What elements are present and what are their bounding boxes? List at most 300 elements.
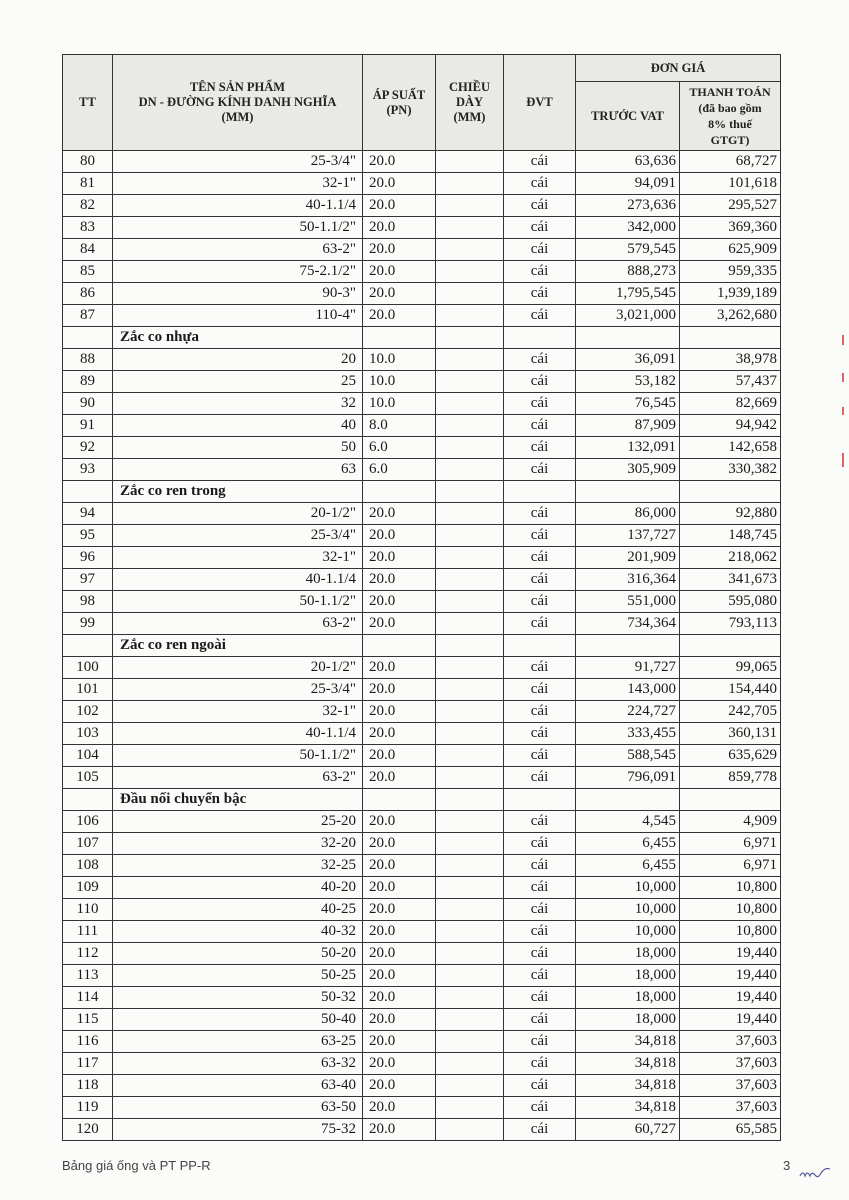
cell-unit: cái <box>504 151 576 173</box>
cell-tt: 105 <box>63 767 113 789</box>
cell-pressure: 20.0 <box>363 547 436 569</box>
section-cell-pay <box>680 635 781 657</box>
table-row <box>63 855 781 877</box>
cell-pre-vat: 1,795,545 <box>576 283 680 305</box>
cell-payment: 242,705 <box>680 701 781 723</box>
cell-pressure: 20.0 <box>363 525 436 547</box>
cell-thickness <box>436 305 504 327</box>
cell-thickness <box>436 547 504 569</box>
cell-product-name: 63-40 <box>113 1075 363 1097</box>
cell-tt: 113 <box>63 965 113 987</box>
cell-tt: 97 <box>63 569 113 591</box>
table-row <box>63 943 781 965</box>
cell-product-name: 50-1.1/2" <box>113 745 363 767</box>
cell-pre-vat: 94,091 <box>576 173 680 195</box>
price-table-container <box>62 54 780 1141</box>
cell-unit: cái <box>504 1009 576 1031</box>
cell-pressure: 10.0 <box>363 349 436 371</box>
cell-pressure: 20.0 <box>363 1119 436 1141</box>
cell-product-name: 50 <box>113 437 363 459</box>
cell-product-name: 32-1" <box>113 701 363 723</box>
cell-product-name: 63-32 <box>113 1053 363 1075</box>
cell-thickness <box>436 679 504 701</box>
cell-pressure: 20.0 <box>363 855 436 877</box>
cell-payment: 37,603 <box>680 1097 781 1119</box>
table-row <box>63 195 781 217</box>
cell-product-name: 63-25 <box>113 1031 363 1053</box>
cell-tt: 83 <box>63 217 113 239</box>
table-row <box>63 173 781 195</box>
section-cell-unit <box>504 789 576 811</box>
cell-unit: cái <box>504 415 576 437</box>
cell-thickness <box>436 899 504 921</box>
cell-pre-vat: 34,818 <box>576 1031 680 1053</box>
cell-payment: 154,440 <box>680 679 781 701</box>
cell-unit: cái <box>504 1075 576 1097</box>
cell-pre-vat: 333,455 <box>576 723 680 745</box>
cell-product-name: 63-50 <box>113 1097 363 1119</box>
header-pre-vat: TRƯỚC VAT <box>576 82 680 151</box>
section-row <box>63 481 781 503</box>
cell-unit: cái <box>504 613 576 635</box>
cell-payment: 82,669 <box>680 393 781 415</box>
cell-pressure: 20.0 <box>363 591 436 613</box>
section-cell-pay <box>680 481 781 503</box>
section-title: Đầu nối chuyển bậc <box>113 789 363 811</box>
cell-pre-vat: 18,000 <box>576 943 680 965</box>
section-cell-tt <box>63 635 113 657</box>
cell-tt: 106 <box>63 811 113 833</box>
cell-thickness <box>436 173 504 195</box>
cell-pre-vat: 87,909 <box>576 415 680 437</box>
cell-thickness <box>436 239 504 261</box>
cell-pressure: 20.0 <box>363 723 436 745</box>
cell-product-name: 63-2" <box>113 239 363 261</box>
section-cell-thickness <box>436 327 504 349</box>
table-header <box>63 55 781 151</box>
cell-thickness <box>436 657 504 679</box>
cell-pre-vat: 91,727 <box>576 657 680 679</box>
cell-unit: cái <box>504 679 576 701</box>
cell-payment: 19,440 <box>680 1009 781 1031</box>
table-row <box>63 1009 781 1031</box>
cell-payment: 218,062 <box>680 547 781 569</box>
cell-thickness <box>436 833 504 855</box>
cell-product-name: 40-32 <box>113 921 363 943</box>
cell-tt: 84 <box>63 239 113 261</box>
cell-payment: 330,382 <box>680 459 781 481</box>
cell-payment: 3,262,680 <box>680 305 781 327</box>
cell-pressure: 20.0 <box>363 833 436 855</box>
cell-product-name: 32 <box>113 393 363 415</box>
cell-payment: 360,131 <box>680 723 781 745</box>
cell-product-name: 90-3" <box>113 283 363 305</box>
cell-payment: 57,437 <box>680 371 781 393</box>
table-row <box>63 547 781 569</box>
cell-pressure: 20.0 <box>363 305 436 327</box>
cell-thickness <box>436 415 504 437</box>
cell-unit: cái <box>504 855 576 877</box>
table-row <box>63 349 781 371</box>
cell-thickness <box>436 1009 504 1031</box>
cell-payment: 1,939,189 <box>680 283 781 305</box>
cell-tt: 90 <box>63 393 113 415</box>
price-table <box>62 54 781 1141</box>
footer-title: Bảng giá ống và PT PP-R <box>62 1158 211 1173</box>
cell-pre-vat: 10,000 <box>576 921 680 943</box>
page-number: 3 <box>783 1158 791 1173</box>
cell-product-name: 40-1.1/4 <box>113 195 363 217</box>
cell-pressure: 20.0 <box>363 239 436 261</box>
cell-unit: cái <box>504 459 576 481</box>
section-cell-pre <box>576 635 680 657</box>
cell-payment: 10,800 <box>680 877 781 899</box>
cell-thickness <box>436 151 504 173</box>
cell-product-name: 50-20 <box>113 943 363 965</box>
cell-thickness <box>436 525 504 547</box>
cell-tt: 92 <box>63 437 113 459</box>
table-row <box>63 1097 781 1119</box>
cell-thickness <box>436 393 504 415</box>
cell-pressure: 20.0 <box>363 943 436 965</box>
cell-pre-vat: 6,455 <box>576 833 680 855</box>
cell-pre-vat: 36,091 <box>576 349 680 371</box>
cell-thickness <box>436 855 504 877</box>
cell-tt: 109 <box>63 877 113 899</box>
cell-unit: cái <box>504 239 576 261</box>
section-cell-pay <box>680 789 781 811</box>
cell-payment: 625,909 <box>680 239 781 261</box>
cell-product-name: 40-25 <box>113 899 363 921</box>
cell-thickness <box>436 459 504 481</box>
cell-product-name: 25-20 <box>113 811 363 833</box>
cell-pre-vat: 888,273 <box>576 261 680 283</box>
table-row <box>63 1075 781 1097</box>
table-body <box>63 151 781 1141</box>
table-row <box>63 393 781 415</box>
table-row <box>63 151 781 173</box>
cell-pressure: 20.0 <box>363 195 436 217</box>
cell-payment: 68,727 <box>680 151 781 173</box>
cell-pre-vat: 76,545 <box>576 393 680 415</box>
cell-tt: 98 <box>63 591 113 613</box>
cell-payment: 635,629 <box>680 745 781 767</box>
cell-unit: cái <box>504 943 576 965</box>
cell-unit: cái <box>504 1097 576 1119</box>
cell-pressure: 20.0 <box>363 503 436 525</box>
table-row <box>63 1119 781 1141</box>
cell-product-name: 32-25 <box>113 855 363 877</box>
cell-pressure: 20.0 <box>363 877 436 899</box>
cell-pre-vat: 18,000 <box>576 965 680 987</box>
cell-tt: 96 <box>63 547 113 569</box>
cell-tt: 118 <box>63 1075 113 1097</box>
section-cell-pn <box>363 481 436 503</box>
cell-product-name: 50-32 <box>113 987 363 1009</box>
cell-payment: 101,618 <box>680 173 781 195</box>
cell-tt: 101 <box>63 679 113 701</box>
cell-pre-vat: 10,000 <box>576 877 680 899</box>
cell-product-name: 20-1/2" <box>113 503 363 525</box>
cell-thickness <box>436 1075 504 1097</box>
cell-pressure: 6.0 <box>363 437 436 459</box>
cell-pressure: 20.0 <box>363 283 436 305</box>
header-pressure: ÁP SUẤT (PN) <box>363 55 436 151</box>
cell-tt: 110 <box>63 899 113 921</box>
section-cell-tt <box>63 327 113 349</box>
table-row <box>63 217 781 239</box>
cell-payment: 19,440 <box>680 943 781 965</box>
cell-thickness <box>436 195 504 217</box>
table-row <box>63 657 781 679</box>
cell-tt: 94 <box>63 503 113 525</box>
section-cell-pay <box>680 327 781 349</box>
cell-product-name: 110-4" <box>113 305 363 327</box>
cell-unit: cái <box>504 173 576 195</box>
cell-payment: 38,978 <box>680 349 781 371</box>
cell-pre-vat: 137,727 <box>576 525 680 547</box>
cell-pressure: 20.0 <box>363 151 436 173</box>
cell-product-name: 25-3/4" <box>113 679 363 701</box>
cell-pressure: 20.0 <box>363 1075 436 1097</box>
cell-thickness <box>436 591 504 613</box>
cell-thickness <box>436 283 504 305</box>
cell-thickness <box>436 943 504 965</box>
cell-product-name: 32-1" <box>113 173 363 195</box>
cell-tt: 117 <box>63 1053 113 1075</box>
table-row <box>63 833 781 855</box>
table-row <box>63 701 781 723</box>
cell-thickness <box>436 987 504 1009</box>
section-row <box>63 789 781 811</box>
header-unit: ĐVT <box>504 55 576 151</box>
cell-tt: 87 <box>63 305 113 327</box>
table-row <box>63 459 781 481</box>
cell-pressure: 20.0 <box>363 899 436 921</box>
cell-payment: 4,909 <box>680 811 781 833</box>
cell-pressure: 10.0 <box>363 393 436 415</box>
cell-product-name: 50-25 <box>113 965 363 987</box>
cell-tt: 91 <box>63 415 113 437</box>
header-product-name: TÊN SẢN PHẨM DN - ĐƯỜNG KÍNH DANH NGHĨA (MM) <box>113 55 363 151</box>
table-row <box>63 305 781 327</box>
cell-unit: cái <box>504 657 576 679</box>
cell-payment: 595,080 <box>680 591 781 613</box>
table-row <box>63 745 781 767</box>
cell-unit: cái <box>504 767 576 789</box>
cell-payment: 65,585 <box>680 1119 781 1141</box>
cell-pre-vat: 796,091 <box>576 767 680 789</box>
cell-pressure: 20.0 <box>363 745 436 767</box>
cell-unit: cái <box>504 1053 576 1075</box>
cell-pressure: 20.0 <box>363 679 436 701</box>
cell-payment: 369,360 <box>680 217 781 239</box>
cell-pre-vat: 18,000 <box>576 987 680 1009</box>
cell-unit: cái <box>504 371 576 393</box>
cell-unit: cái <box>504 987 576 1009</box>
cell-pressure: 20.0 <box>363 1031 436 1053</box>
cell-pre-vat: 10,000 <box>576 899 680 921</box>
cell-pre-vat: 3,021,000 <box>576 305 680 327</box>
cell-pre-vat: 551,000 <box>576 591 680 613</box>
cell-pre-vat: 224,727 <box>576 701 680 723</box>
cell-unit: cái <box>504 305 576 327</box>
table-row <box>63 371 781 393</box>
section-row <box>63 327 781 349</box>
cell-payment: 10,800 <box>680 899 781 921</box>
table-row <box>63 503 781 525</box>
cell-tt: 111 <box>63 921 113 943</box>
cell-tt: 82 <box>63 195 113 217</box>
cell-pressure: 20.0 <box>363 1097 436 1119</box>
cell-unit: cái <box>504 701 576 723</box>
cell-unit: cái <box>504 437 576 459</box>
cell-thickness <box>436 503 504 525</box>
table-row <box>63 613 781 635</box>
table-row <box>63 679 781 701</box>
cell-product-name: 25-3/4" <box>113 151 363 173</box>
cell-thickness <box>436 437 504 459</box>
header-unit-price: ĐƠN GIÁ <box>576 55 781 82</box>
table-row <box>63 877 781 899</box>
section-cell-pn <box>363 327 436 349</box>
cell-payment: 99,065 <box>680 657 781 679</box>
cell-tt: 86 <box>63 283 113 305</box>
cell-pre-vat: 342,000 <box>576 217 680 239</box>
cell-pre-vat: 316,364 <box>576 569 680 591</box>
cell-payment: 6,971 <box>680 855 781 877</box>
table-row <box>63 591 781 613</box>
section-cell-pn <box>363 635 436 657</box>
cell-unit: cái <box>504 195 576 217</box>
cell-unit: cái <box>504 833 576 855</box>
cell-thickness <box>436 965 504 987</box>
cell-unit: cái <box>504 261 576 283</box>
cell-payment: 19,440 <box>680 965 781 987</box>
cell-product-name: 75-32 <box>113 1119 363 1141</box>
cell-unit: cái <box>504 899 576 921</box>
cell-pressure: 20.0 <box>363 1053 436 1075</box>
cell-pre-vat: 60,727 <box>576 1119 680 1141</box>
table-row <box>63 1053 781 1075</box>
cell-pre-vat: 305,909 <box>576 459 680 481</box>
cell-thickness <box>436 723 504 745</box>
header-payment: THANH TOÁN (đã bao gồm 8% thuế GTGT) <box>680 82 781 151</box>
cell-tt: 116 <box>63 1031 113 1053</box>
cell-pre-vat: 132,091 <box>576 437 680 459</box>
section-cell-unit <box>504 635 576 657</box>
cell-pressure: 6.0 <box>363 459 436 481</box>
cell-thickness <box>436 767 504 789</box>
cell-product-name: 25-3/4" <box>113 525 363 547</box>
cell-tt: 107 <box>63 833 113 855</box>
cell-thickness <box>436 261 504 283</box>
cell-unit: cái <box>504 811 576 833</box>
cell-payment: 142,658 <box>680 437 781 459</box>
cell-unit: cái <box>504 591 576 613</box>
cell-pre-vat: 53,182 <box>576 371 680 393</box>
cell-pre-vat: 86,000 <box>576 503 680 525</box>
section-cell-thickness <box>436 481 504 503</box>
table-row <box>63 283 781 305</box>
cell-tt: 89 <box>63 371 113 393</box>
cell-product-name: 40-1.1/4 <box>113 569 363 591</box>
cell-pressure: 10.0 <box>363 371 436 393</box>
cell-thickness <box>436 569 504 591</box>
cell-tt: 99 <box>63 613 113 635</box>
cell-pressure: 20.0 <box>363 173 436 195</box>
cell-payment: 92,880 <box>680 503 781 525</box>
section-title: Zắc co ren ngoài <box>113 635 363 657</box>
section-title: Zắc co ren trong <box>113 481 363 503</box>
cell-tt: 115 <box>63 1009 113 1031</box>
section-cell-pre <box>576 327 680 349</box>
cell-thickness <box>436 613 504 635</box>
table-row <box>63 723 781 745</box>
table-row <box>63 437 781 459</box>
cell-unit: cái <box>504 1119 576 1141</box>
cell-thickness <box>436 1031 504 1053</box>
cell-tt: 93 <box>63 459 113 481</box>
section-title: Zắc co nhựa <box>113 327 363 349</box>
cell-tt: 85 <box>63 261 113 283</box>
cell-unit: cái <box>504 723 576 745</box>
cell-pre-vat: 143,000 <box>576 679 680 701</box>
cell-thickness <box>436 1053 504 1075</box>
cell-thickness <box>436 877 504 899</box>
table-row <box>63 261 781 283</box>
cell-payment: 10,800 <box>680 921 781 943</box>
cell-pressure: 20.0 <box>363 613 436 635</box>
table-row <box>63 767 781 789</box>
cell-pressure: 20.0 <box>363 767 436 789</box>
cell-payment: 295,527 <box>680 195 781 217</box>
cell-pre-vat: 734,364 <box>576 613 680 635</box>
cell-pre-vat: 34,818 <box>576 1075 680 1097</box>
cell-product-name: 32-1" <box>113 547 363 569</box>
cell-unit: cái <box>504 547 576 569</box>
cell-pre-vat: 273,636 <box>576 195 680 217</box>
cell-product-name: 32-20 <box>113 833 363 855</box>
cell-payment: 37,603 <box>680 1053 781 1075</box>
cell-tt: 100 <box>63 657 113 679</box>
cell-payment: 6,971 <box>680 833 781 855</box>
cell-pressure: 20.0 <box>363 217 436 239</box>
cell-payment: 341,673 <box>680 569 781 591</box>
cell-tt: 88 <box>63 349 113 371</box>
cell-unit: cái <box>504 1031 576 1053</box>
cell-unit: cái <box>504 745 576 767</box>
cell-payment: 859,778 <box>680 767 781 789</box>
handwritten-initials <box>798 1162 838 1184</box>
cell-product-name: 63-2" <box>113 767 363 789</box>
cell-unit: cái <box>504 569 576 591</box>
cell-tt: 120 <box>63 1119 113 1141</box>
table-row <box>63 525 781 547</box>
cell-tt: 104 <box>63 745 113 767</box>
table-row <box>63 965 781 987</box>
cell-product-name: 50-40 <box>113 1009 363 1031</box>
cell-tt: 95 <box>63 525 113 547</box>
section-cell-tt <box>63 789 113 811</box>
cell-pressure: 20.0 <box>363 701 436 723</box>
cell-unit: cái <box>504 525 576 547</box>
cell-pressure: 20.0 <box>363 261 436 283</box>
cell-unit: cái <box>504 393 576 415</box>
cell-unit: cái <box>504 921 576 943</box>
cell-payment: 793,113 <box>680 613 781 635</box>
cell-product-name: 50-1.1/2" <box>113 217 363 239</box>
